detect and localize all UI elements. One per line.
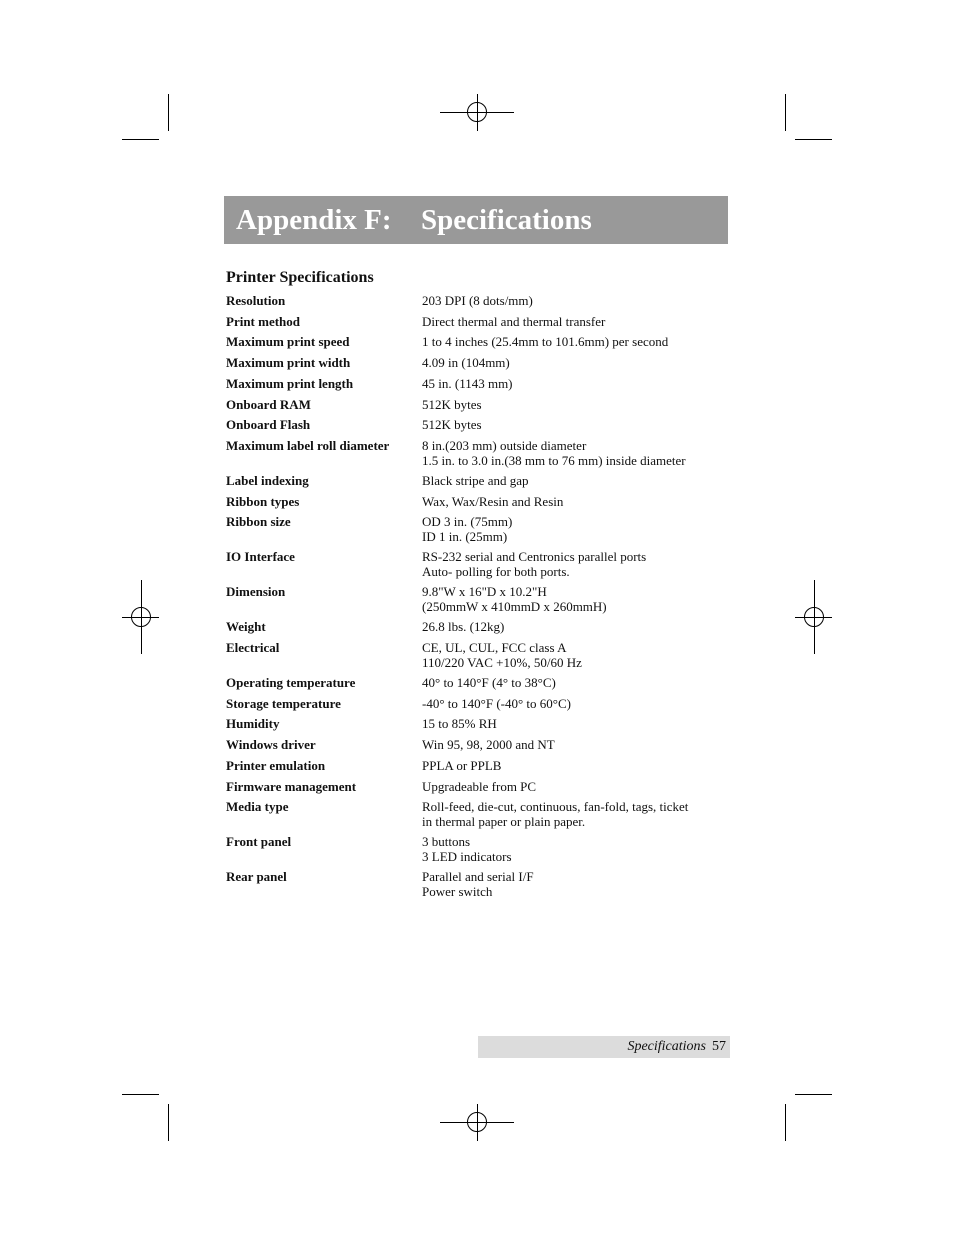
page-title-bar [224,196,728,244]
page-number: 57 [712,1039,726,1054]
spec-label: Printer emulation [226,757,326,773]
footer-section: Specifications [627,1039,706,1054]
section-heading: Printer Specifications [226,269,374,286]
spec-value-line: Upgradeable from PC [422,778,537,794]
spec-value-line: ID 1 in. (25mm) [422,529,508,545]
spec-label: Operating temperature [226,675,356,690]
spec-value-line: 8 in.(203 mm) outside diameter [422,437,587,453]
page-title: Specifications [421,204,592,236]
spec-value-line: Roll-feed, die-cut, continuous, fan-fold, tags, ticket [422,799,689,815]
spec-value-line: 512K bytes [422,396,482,412]
spec-value [422,397,482,412]
spec-label: Media type [226,799,289,815]
spec-value [422,640,582,670]
spec-value-line: 9.8"W x 16"D x 10.2"H [422,584,547,600]
spec-value-line: in thermal paper or plain paper. [422,814,586,830]
spec-value [422,758,501,773]
spec-value-line: Black stripe and gap [422,472,529,488]
spec-label: Weight [226,619,266,635]
spec-value-line: Wax, Wax/Resin and Resin [422,493,564,509]
spec-value-line: CE, UL, CUL, FCC class A [422,640,567,655]
spec-value [422,473,529,488]
spec-value [422,549,646,579]
spec-value [422,869,534,899]
spec-value-line: PPLA or PPLB [422,757,502,773]
spec-value [422,737,555,752]
spec-value-line: 1.5 in. to 3.0 in.(38 mm to 76 mm) inside diameter [422,452,686,468]
spec-value-line: 45 in. (1143 mm) [422,375,513,391]
spec-label: Ribbon size [226,514,291,530]
spec-label: Electrical [226,640,280,655]
spec-value-line: (250mmW x 410mmD x 260mmH) [422,599,607,615]
spec-label: Maximum print width [226,355,351,371]
spec-value-line: RS-232 serial and Centronics parallel ports [422,549,647,565]
spec-value [422,779,536,794]
spec-label: Maximum print length [226,375,354,391]
spec-value-line: Win 95, 98, 2000 and NT [422,737,555,753]
spec-value-line: 3 buttons [422,834,471,850]
page-footer [478,1036,730,1058]
spec-value-line: Direct thermal and thermal transfer [422,313,606,329]
spec-value [422,619,504,634]
spec-label: Dimension [226,584,286,600]
spec-value [422,417,482,432]
spec-value-line: 203 DPI (8 dots/mm) [422,293,533,308]
spec-value [422,438,686,468]
spec-value-line: -40° to 140°F (-40° to 60°C) [422,695,571,711]
spec-label: Firmware management [226,778,357,794]
spec-label: Ribbon types [226,493,300,509]
spec-value [422,494,563,509]
spec-value-line: 110/220 VAC +10%, 50/60 Hz [422,655,582,670]
spec-label: Print method [226,313,301,329]
spec-value-line: Power switch [422,884,493,900]
spec-value [422,334,668,349]
spec-value [422,675,556,690]
spec-value-line: 4.09 in (104mm) [422,355,510,371]
spec-label: Label indexing [226,472,309,488]
spec-label: Maximum print speed [226,334,350,350]
spec-label: IO Interface [226,549,295,565]
spec-value-line: OD 3 in. (75mm) [422,514,513,530]
spec-value-line: Auto- polling for both ports. [422,564,570,580]
spec-label: Onboard Flash [226,417,311,433]
spec-label: Front panel [226,834,292,850]
spec-value [422,376,513,391]
spec-value-line: 40° to 140°F (4° to 38°C) [422,675,556,690]
spec-value-line: 15 to 85% RH [422,716,497,732]
spec-value [422,584,607,614]
spec-value [422,834,512,864]
spec-value-line: 1 to 4 inches (25.4mm to 101.6mm) per second [422,334,669,350]
spec-value-line: 3 LED indicators [422,849,512,865]
spec-label: Storage temperature [226,695,341,711]
spec-label: Maximum label roll diameter [226,437,390,453]
spec-value [422,716,497,731]
spec-value-line: 512K bytes [422,417,482,433]
spec-value [422,799,688,829]
spec-value [422,293,533,308]
spec-value-line: Parallel and serial I/F [422,869,534,885]
spec-label: Rear panel [226,869,287,885]
spec-label: Resolution [226,293,286,308]
spec-label: Humidity [226,716,280,732]
appendix-label: Appendix F: [236,204,392,236]
spec-value [422,314,605,329]
spec-value [422,514,512,544]
spec-value [422,696,571,711]
spec-label: Windows driver [226,737,316,753]
spec-value [422,355,510,370]
spec-value-line: 26.8 lbs. (12kg) [422,619,505,635]
spec-label: Onboard RAM [226,396,311,412]
